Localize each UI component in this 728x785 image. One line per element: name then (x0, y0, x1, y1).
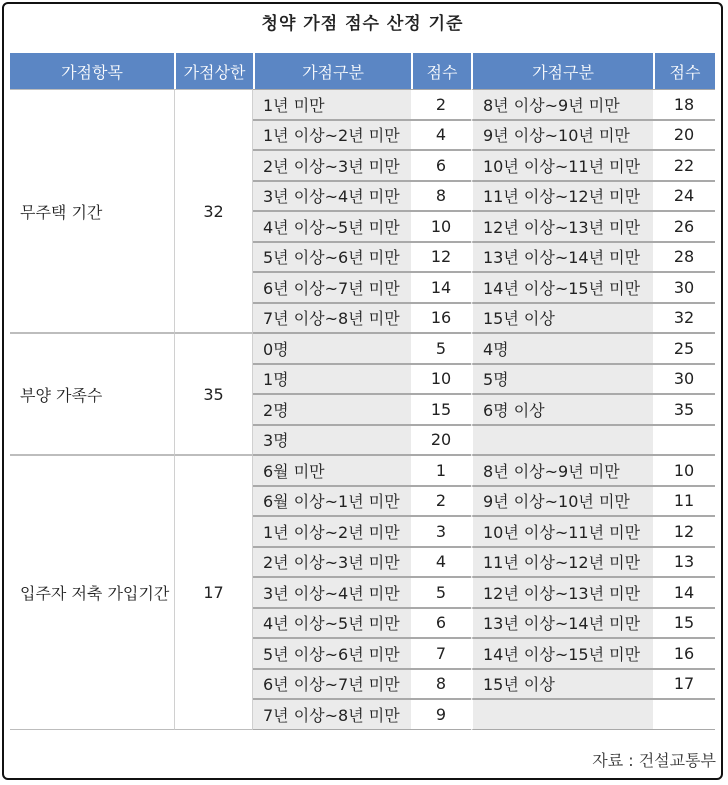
category-cell-2: 11년 이상~12년 미만 (471, 547, 653, 578)
score-cell-2: 24 (653, 181, 715, 212)
score-cell-2: 18 (653, 89, 715, 120)
category-cell-2: 4명 (471, 333, 653, 364)
category-cell: 1년 미만 (253, 89, 411, 120)
category-cell: 7년 이상~8년 미만 (253, 303, 411, 334)
category-cell-2: 14년 이상~15년 미만 (471, 272, 653, 303)
category-cell: 3명 (253, 425, 411, 456)
category-cell: 6월 이상~1년 미만 (253, 486, 411, 517)
score-cell-2: 14 (653, 577, 715, 608)
score-cell-2: 16 (653, 638, 715, 669)
table-row (10, 333, 715, 364)
category-cell: 3년 이상~4년 미만 (253, 577, 411, 608)
category-cell-2: 12년 이상~13년 미만 (471, 211, 653, 242)
category-cell: 1년 이상~2년 미만 (253, 516, 411, 547)
table-row (10, 455, 715, 486)
table-header-row (10, 53, 715, 89)
score-cell: 5 (411, 333, 471, 364)
score-cell-2: 11 (653, 486, 715, 517)
score-cell: 6 (411, 608, 471, 639)
category-cell: 0명 (253, 333, 411, 364)
score-cell-2: 15 (653, 608, 715, 639)
score-cell: 2 (411, 89, 471, 120)
header-category-2: 가점구분 (471, 53, 653, 89)
score-cell: 2 (411, 486, 471, 517)
score-cell-2: 10 (653, 455, 715, 486)
category-cell-2 (471, 425, 653, 456)
score-cell-2: 25 (653, 333, 715, 364)
score-cell: 20 (411, 425, 471, 456)
score-cell-2: 17 (653, 669, 715, 700)
header-limit: 가점상한 (174, 53, 253, 89)
score-cell: 6 (411, 150, 471, 181)
category-cell-2: 10년 이상~11년 미만 (471, 516, 653, 547)
category-cell: 5년 이상~6년 미만 (253, 242, 411, 273)
score-cell: 9 (411, 699, 471, 730)
category-cell: 1명 (253, 364, 411, 395)
category-cell: 2년 이상~3년 미만 (253, 547, 411, 578)
score-cell-2: 26 (653, 211, 715, 242)
score-cell: 16 (411, 303, 471, 334)
category-cell: 2명 (253, 394, 411, 425)
category-cell-2: 15년 이상 (471, 303, 653, 334)
score-cell-2: 30 (653, 272, 715, 303)
category-cell: 2년 이상~3년 미만 (253, 150, 411, 181)
category-cell-2: 8년 이상~9년 미만 (471, 455, 653, 486)
header-item: 가점항목 (10, 53, 174, 89)
category-cell-2 (471, 699, 653, 730)
category-cell-2: 6명 이상 (471, 394, 653, 425)
table-body (10, 89, 715, 730)
score-cell-2: 30 (653, 364, 715, 395)
document-title: 청약 가점 점수 산정 기준 (261, 14, 464, 34)
group-limit-value: 17 (174, 455, 253, 730)
score-cell: 4 (411, 547, 471, 578)
score-cell-2: 20 (653, 120, 715, 151)
group-limit-value: 35 (174, 333, 253, 455)
category-cell-2: 9년 이상~10년 미만 (471, 120, 653, 151)
category-cell: 7년 이상~8년 미만 (253, 699, 411, 730)
category-cell: 3년 이상~4년 미만 (253, 181, 411, 212)
score-cell-2: 13 (653, 547, 715, 578)
category-cell: 5년 이상~6년 미만 (253, 638, 411, 669)
category-cell: 6월 미만 (253, 455, 411, 486)
category-cell-2: 15년 이상 (471, 669, 653, 700)
header-score-2: 점수 (653, 53, 715, 89)
score-cell: 5 (411, 577, 471, 608)
category-cell: 1년 이상~2년 미만 (253, 120, 411, 151)
score-table (10, 53, 715, 730)
score-cell: 1 (411, 455, 471, 486)
group-limit-value: 32 (174, 89, 253, 333)
category-cell-2: 10년 이상~11년 미만 (471, 150, 653, 181)
category-cell-2: 5명 (471, 364, 653, 395)
category-cell: 6년 이상~7년 미만 (253, 272, 411, 303)
header-score: 점수 (411, 53, 471, 89)
score-cell: 14 (411, 272, 471, 303)
group-item-label: 무주택 기간 (10, 89, 174, 333)
score-cell-2 (653, 699, 715, 730)
category-cell-2: 11년 이상~12년 미만 (471, 181, 653, 212)
score-cell: 10 (411, 211, 471, 242)
score-cell: 15 (411, 394, 471, 425)
category-cell-2: 12년 이상~13년 미만 (471, 577, 653, 608)
score-cell: 12 (411, 242, 471, 273)
score-cell: 4 (411, 120, 471, 151)
score-cell-2 (653, 425, 715, 456)
source-note: 자료 : 건설교통부 (592, 751, 716, 770)
category-cell-2: 9년 이상~10년 미만 (471, 486, 653, 517)
category-cell-2: 8년 이상~9년 미만 (471, 89, 653, 120)
category-cell: 4년 이상~5년 미만 (253, 211, 411, 242)
category-cell-2: 14년 이상~15년 미만 (471, 638, 653, 669)
score-cell: 10 (411, 364, 471, 395)
header-category: 가점구분 (253, 53, 411, 89)
score-cell-2: 32 (653, 303, 715, 334)
score-cell: 3 (411, 516, 471, 547)
score-cell: 7 (411, 638, 471, 669)
category-cell-2: 13년 이상~14년 미만 (471, 242, 653, 273)
score-cell-2: 22 (653, 150, 715, 181)
category-cell-2: 13년 이상~14년 미만 (471, 608, 653, 639)
score-cell: 8 (411, 669, 471, 700)
category-cell: 6년 이상~7년 미만 (253, 669, 411, 700)
score-cell-2: 28 (653, 242, 715, 273)
group-item-label: 부양 가족수 (10, 333, 174, 455)
group-item-label: 입주자 저축 가입기간 (10, 455, 174, 730)
score-cell-2: 35 (653, 394, 715, 425)
category-cell: 4년 이상~5년 미만 (253, 608, 411, 639)
table-row (10, 89, 715, 120)
score-cell: 8 (411, 181, 471, 212)
score-cell-2: 12 (653, 516, 715, 547)
